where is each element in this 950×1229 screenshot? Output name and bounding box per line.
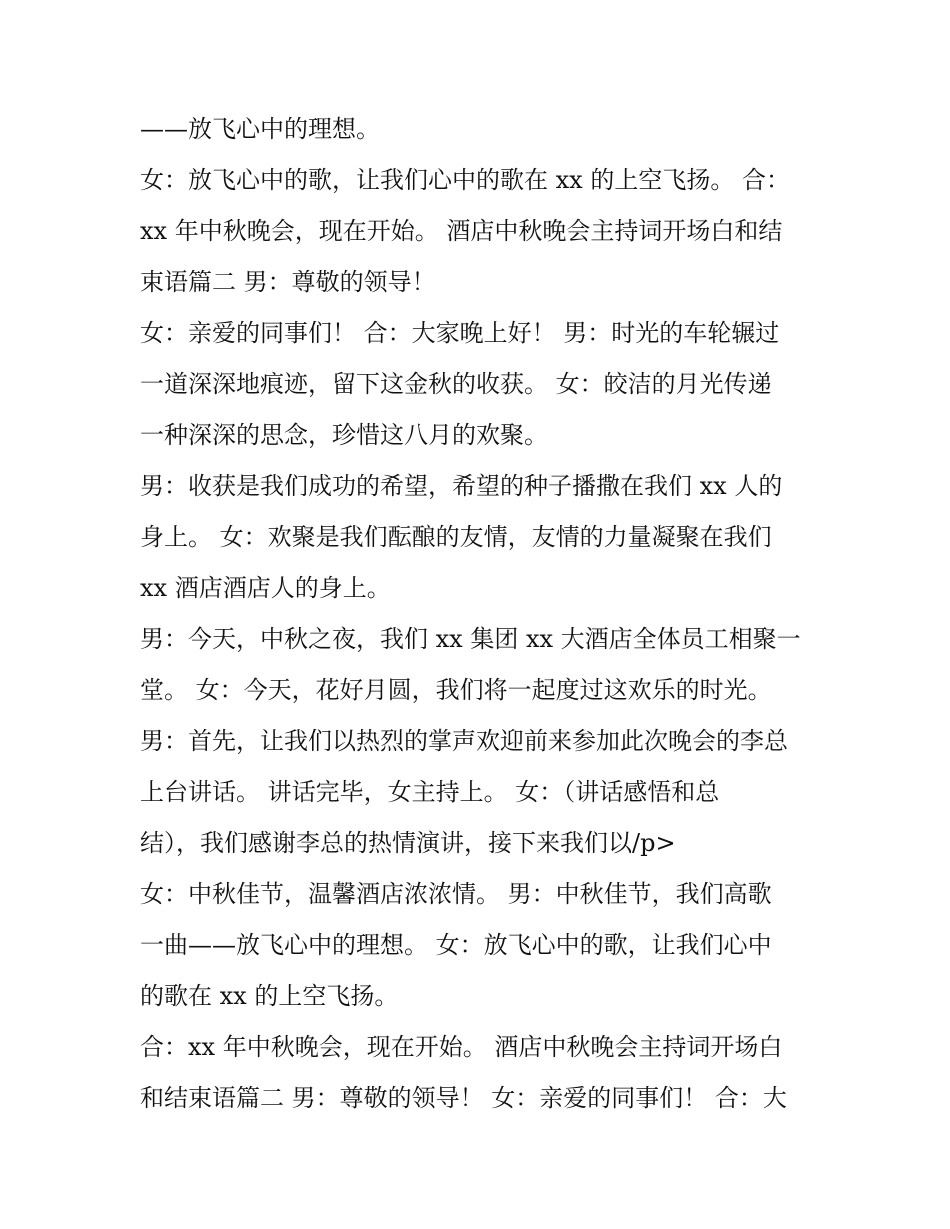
- text-line: 合：xx 年中秋晚会，现在开始。 酒店中秋晚会主持词开场白: [140, 1033, 783, 1061]
- text-line: xx 年中秋晚会，现在开始。 酒店中秋晚会主持词开场白和结: [140, 217, 783, 245]
- text-line: 束语篇二 男：尊敬的领导！: [140, 268, 436, 296]
- text-line: 上台讲话。 讲话完毕，女主持上。 女：（讲话感悟和总: [140, 778, 720, 806]
- text-line: 和结束语篇二 男：尊敬的领导！ 女：亲爱的同事们！ 合：大: [140, 1084, 787, 1112]
- document-body: [140, 104, 820, 1124]
- text-line: 的歌在 xx 的上空飞扬。: [140, 982, 399, 1010]
- text-line: 女：中秋佳节，温馨酒店浓浓情。 男：中秋佳节，我们高歌: [140, 880, 772, 908]
- text-line: ——放飞心中的理想。: [140, 115, 380, 143]
- text-line: 身上。 女：欢聚是我们酝酿的友情，友情的力量凝聚在我们: [140, 523, 772, 551]
- text-line: 一道深深地痕迹，留下这金秋的收获。 女：皎洁的月光传递: [140, 370, 772, 398]
- text-line: 女：亲爱的同事们！ 合：大家晚上好！ 男：时光的车轮辗过: [140, 319, 780, 347]
- text-line: xx 酒店酒店人的身上。: [140, 574, 391, 602]
- text-line: 男：首先，让我们以热烈的掌声欢迎前来参加此次晚会的李总: [140, 727, 788, 755]
- text-line: 一曲——放飞心中的理想。 女：放飞心中的歌，让我们心中: [140, 931, 772, 959]
- text-line: 结），我们感谢李总的热情演讲，接下来我们以/p>: [140, 829, 676, 857]
- text-line: 一种深深的思念，珍惜这八月的欢聚。: [140, 421, 548, 449]
- text-line: 女：放飞心中的歌，让我们心中的歌在 xx 的上空飞扬。 合：: [140, 166, 790, 194]
- text-line: 男：收获是我们成功的希望，希望的种子播撒在我们 xx 人的: [140, 472, 783, 500]
- text-line: 男：今天，中秋之夜，我们 xx 集团 xx 大酒店全体员工相聚一: [140, 625, 801, 653]
- text-line: 堂。 女：今天，花好月圆，我们将一起度过这欢乐的时光。: [140, 676, 772, 704]
